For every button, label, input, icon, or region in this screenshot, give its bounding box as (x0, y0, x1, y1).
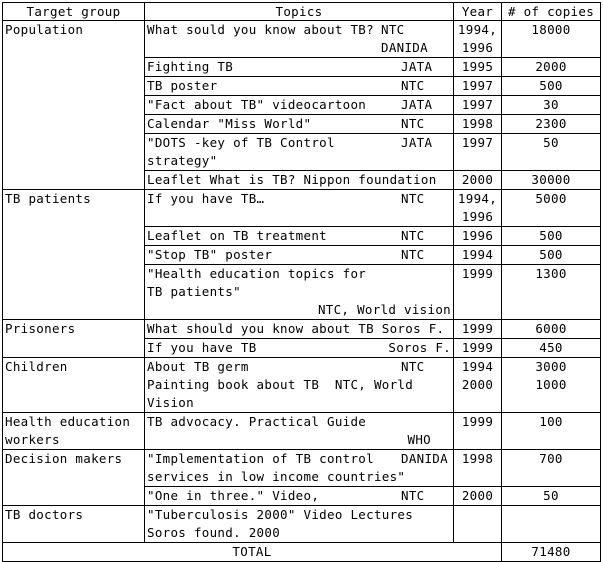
topic-text: "Stop TB" poster (147, 247, 273, 262)
topic-text: "Implementation of TB control services in low income countries" (147, 451, 406, 484)
table-row (3, 450, 601, 487)
year-cell: 1997 (454, 134, 502, 171)
topic-cell (145, 96, 454, 115)
year-cell: 1995 (454, 58, 502, 77)
copies-cell: 6000 (502, 320, 601, 339)
table-row (3, 190, 601, 227)
topic-cell (145, 265, 454, 320)
copies-cell: 500 (502, 77, 601, 96)
year-cell: 1998 (454, 450, 502, 487)
topic-cell (145, 320, 454, 339)
group-tb-doctors: TB doctors (3, 506, 145, 543)
table-row (3, 320, 601, 339)
topic-cell (145, 77, 454, 96)
copies-cell: 50 (502, 134, 601, 171)
year-cell: 1994, 1996 (454, 21, 502, 58)
topic-text: What sould you know about TB? (147, 22, 374, 37)
source: NTC DANIDA (381, 22, 428, 55)
total-row (3, 543, 601, 562)
topic-cell (145, 21, 454, 58)
source: Soros found. 2000 (147, 525, 281, 540)
topic-text: TB poster (147, 78, 218, 93)
group-decision-makers: Decision makers (3, 450, 145, 506)
topic-text: Fighting TB (147, 59, 234, 74)
source: DANIDA (401, 451, 448, 466)
header-copies: # of copies (502, 3, 601, 21)
table-row (3, 21, 601, 58)
year-cell: 1997 (454, 77, 502, 96)
topic-cell (145, 339, 454, 358)
copies-cell: 1300 (502, 265, 601, 320)
source: NTC (401, 116, 425, 131)
topic-cell (145, 358, 454, 377)
source: NTC (401, 247, 425, 262)
header-topics: Topics (145, 3, 454, 21)
topic-cell (145, 487, 454, 506)
topic-text: About TB germ (147, 359, 249, 374)
year-cell: 2000 (454, 487, 502, 506)
source: JATA (401, 97, 433, 112)
table-row (3, 413, 601, 450)
table-row (3, 358, 601, 377)
source: JATA (401, 135, 433, 150)
year-cell: 1999 (454, 265, 502, 320)
source: Soros F. (381, 321, 445, 336)
copies-cell: 3000 (502, 358, 601, 377)
topic-cell (145, 115, 454, 134)
source: NTC, World vision (317, 302, 451, 317)
source: NTC (401, 228, 425, 243)
topic-text: "Tuberculosis 2000" Video Lectures (147, 507, 414, 522)
topic-text: "One in three." Video, (147, 488, 320, 503)
topic-text: "Health education topics for TB patients" (147, 266, 367, 299)
topic-text: If you have TB… (147, 191, 265, 206)
source: NTC (401, 78, 425, 93)
topic-cell (145, 171, 454, 190)
topic-cell (145, 246, 454, 265)
year-cell: 1999 (454, 413, 502, 450)
topic-text: Leaflet on TB treatment (147, 228, 327, 243)
header-year: Year (454, 3, 502, 21)
topic-cell (145, 58, 454, 77)
copies-cell: 50 (502, 487, 601, 506)
copies-cell: 500 (502, 246, 601, 265)
total-copies: 71480 (502, 543, 601, 562)
topic-cell (145, 506, 454, 543)
topic-cell (145, 450, 454, 487)
year-cell (454, 506, 502, 543)
year-cell: 1994 (454, 246, 502, 265)
source: NTC (401, 488, 425, 503)
header-row (3, 3, 601, 21)
copies-cell: 500 (502, 227, 601, 246)
topic-text: "DOTS -key of TB Control strategy" (147, 135, 335, 168)
copies-cell: 700 (502, 450, 601, 487)
year-cell: 1999 (454, 339, 502, 358)
topic-text: "Fact about TB" videocartoon (147, 97, 367, 112)
topic-text: What should you know about TB (147, 321, 374, 336)
group-tb-patients: TB patients (3, 190, 145, 320)
source: JATA (401, 59, 433, 74)
year-cell: 1999 (454, 320, 502, 339)
source: Soros F. (388, 340, 451, 355)
copies-cell (502, 506, 601, 543)
group-health-education-workers: Health education workers (3, 413, 145, 450)
group-children: Children (3, 358, 145, 413)
group-prisoners: Prisoners (3, 320, 145, 358)
copies-cell: 2000 (502, 58, 601, 77)
topic-cell (145, 376, 454, 413)
tb-materials-table (2, 2, 601, 562)
source: NTC, World Vision (147, 377, 414, 410)
copies-cell: 18000 (502, 21, 601, 58)
year-cell: 2000 (454, 171, 502, 190)
source: NTC (401, 191, 425, 206)
topic-text: If you have TB (147, 340, 257, 355)
topic-text: Painting book about TB (147, 377, 320, 392)
year-cell: 1998 (454, 115, 502, 134)
topic-text: TB advocacy. Practical Guide (147, 414, 367, 429)
topic-cell (145, 227, 454, 246)
source: WHO (407, 432, 431, 447)
year-cell: 2000 (454, 376, 502, 413)
topic-cell (145, 413, 454, 450)
copies-cell: 100 (502, 413, 601, 450)
total-label: TOTAL (3, 543, 502, 562)
copies-cell: 2300 (502, 115, 601, 134)
copies-cell: 30 (502, 96, 601, 115)
year-cell: 1994, 1996 (454, 190, 502, 227)
group-population: Population (3, 21, 145, 190)
year-cell: 1996 (454, 227, 502, 246)
topic-text: Calendar "Miss World" (147, 116, 312, 131)
year-cell: 1997 (454, 96, 502, 115)
header-target-group: Target group (3, 3, 145, 21)
table-row (3, 506, 601, 543)
topic-cell (145, 134, 454, 171)
topic-text: Leaflet What is TB? Nippon foundation (147, 172, 437, 187)
source: NTC (401, 359, 425, 374)
copies-cell: 450 (502, 339, 601, 358)
year-cell: 1994 (454, 358, 502, 377)
topic-cell (145, 190, 454, 227)
copies-cell: 30000 (502, 171, 601, 190)
copies-cell: 1000 (502, 376, 601, 413)
copies-cell: 5000 (502, 190, 601, 227)
